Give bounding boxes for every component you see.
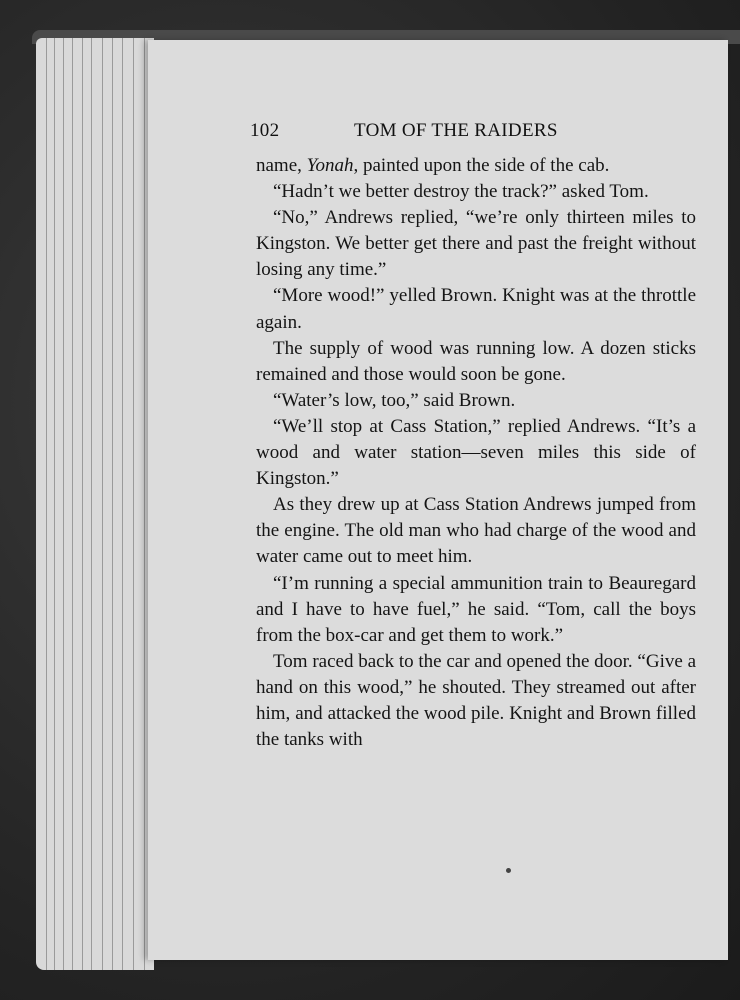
paragraph: “Hadn’t we better destroy the track?” asked Tom. [273, 181, 649, 203]
engine-name: Yonah [306, 155, 354, 176]
running-title: TOM OF THE RAIDERS [354, 120, 558, 141]
paragraph: “I’m running a special ammunition train to Beauregard and I have to have fuel,” he said. “Tom, call the boys from the box-car and get them to work.” [256, 572, 696, 646]
paragraph: “More wood!” yelled Brown. Knight was at the throttle again. [256, 285, 696, 333]
page-stack-edges [36, 38, 154, 970]
paragraph: Tom raced back to the car and opened the door. “Give a hand on this wood,” he shouted. They streamed out after him, and attacked the wood pile. Knight and Brown filled the tanks with [256, 650, 696, 751]
paragraph: “No,” Andrews replied, “we’re only thirteen miles to Kingston. We better get there and past the freight without losing any time.” [256, 207, 696, 281]
paragraph: The supply of wood was running low. A dozen sticks remained and those would soon be gone. [256, 337, 696, 385]
page-header [250, 120, 580, 150]
paragraph: “We’ll stop at Cass Station,” replied Andrews. “It’s a wood and water station—seven miles this side of Kingston.” [256, 415, 696, 490]
paragraph: “Water’s low, too,” said Brown. [273, 389, 516, 411]
ink-speck [506, 868, 511, 873]
paragraph: As they drew up at Cass Station Andrews jumped from the engine. The old man who had charge of the wood and water came out to meet him. [256, 494, 696, 568]
page-number: 102 [250, 120, 280, 141]
body-text [256, 153, 696, 753]
paragraph: name, Yonah, painted upon the side of the cab. [256, 155, 610, 176]
